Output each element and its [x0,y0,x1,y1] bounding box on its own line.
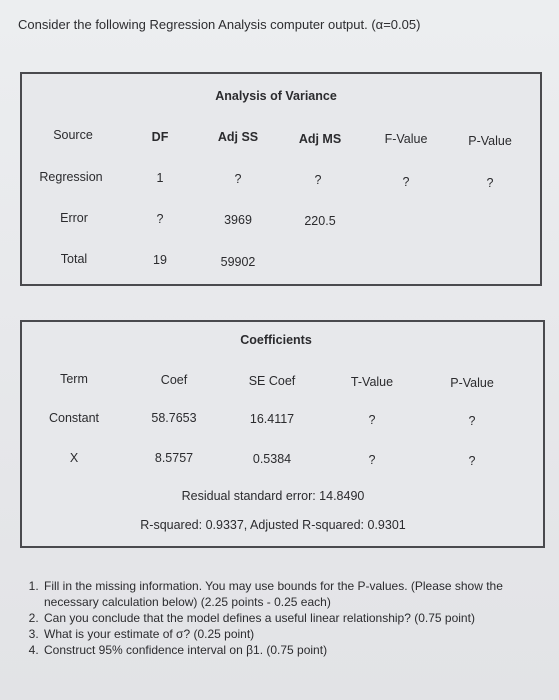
coefficients-title: Coefficients [240,333,312,347]
r-squared-text: R-squared: 0.9337, Adjusted R-squared: 0.9301 [140,518,406,532]
instruction-item: 4. Construct 95% confidence interval on β1. (0.75 point) [42,642,534,658]
coef-header-p-value: P-Value [450,376,494,390]
instruction-item: 3. What is your estimate of σ? (0.25 point) [42,626,534,642]
coef-row-constant-p: ? [468,414,476,428]
coef-row-constant-t: ? [368,413,376,427]
coef-row-constant-coef: 58.7653 [151,411,197,425]
residual-standard-error: Residual standard error: 14.8490 [181,489,365,503]
coef-header-term: Term [60,372,88,386]
coef-row-x-t: ? [368,453,376,467]
anova-row-regression-f: ? [402,175,410,189]
anova-row-regression-p: ? [486,176,494,190]
anova-row-total-df: 19 [153,253,167,267]
anova-row-regression-df: 1 [156,171,164,185]
coef-row-constant-term: Constant [48,411,100,425]
anova-header-adj-ms: Adj MS [298,132,342,146]
anova-title: Analysis of Variance [215,89,337,103]
anova-row-error-adj-ss: 3969 [224,213,252,227]
coef-header-se-coef: SE Coef [248,374,296,388]
anova-row-total-source: Total [60,252,88,266]
anova-row-regression-adj-ss: ? [234,172,242,186]
instructions-list [29,578,534,658]
coef-row-x-term: X [69,451,79,465]
anova-header-adj-ss: Adj SS [217,130,259,144]
anova-row-total-adj-ss: 59902 [220,255,256,269]
anova-row-regression-adj-ms: ? [314,173,322,187]
anova-row-regression-source: Regression [39,170,103,184]
coef-header-coef: Coef [160,373,188,387]
coef-row-x-p: ? [468,454,476,468]
coefficients-table [20,320,545,548]
anova-header-source: Source [53,128,93,142]
anova-header-f-value: F-Value [384,132,428,146]
coef-header-t-value: T-Value [350,375,394,389]
anova-row-error-source: Error [60,211,88,225]
instruction-item: 2. Can you conclude that the model defines a useful linear relationship? (0.75 point) [42,610,534,626]
anova-row-error-df: ? [156,212,164,226]
coef-row-x-se: 0.5384 [252,452,292,466]
question-text: Consider the following Regression Analysis computer output. (α=0.05) [18,17,421,32]
instruction-item: 1. Fill in the missing information. You may use bounds for the P-values. (Please show the necessary calculation below) (2.25 points - 0.25 each) [42,578,534,610]
anova-row-error-adj-ms: 220.5 [304,214,336,228]
anova-header-df: DF [151,130,169,144]
anova-header-p-value: P-Value [468,134,512,148]
coef-row-constant-se: 16.4117 [249,412,295,426]
anova-table [20,72,542,286]
coef-row-x-coef: 8.5757 [154,451,194,465]
